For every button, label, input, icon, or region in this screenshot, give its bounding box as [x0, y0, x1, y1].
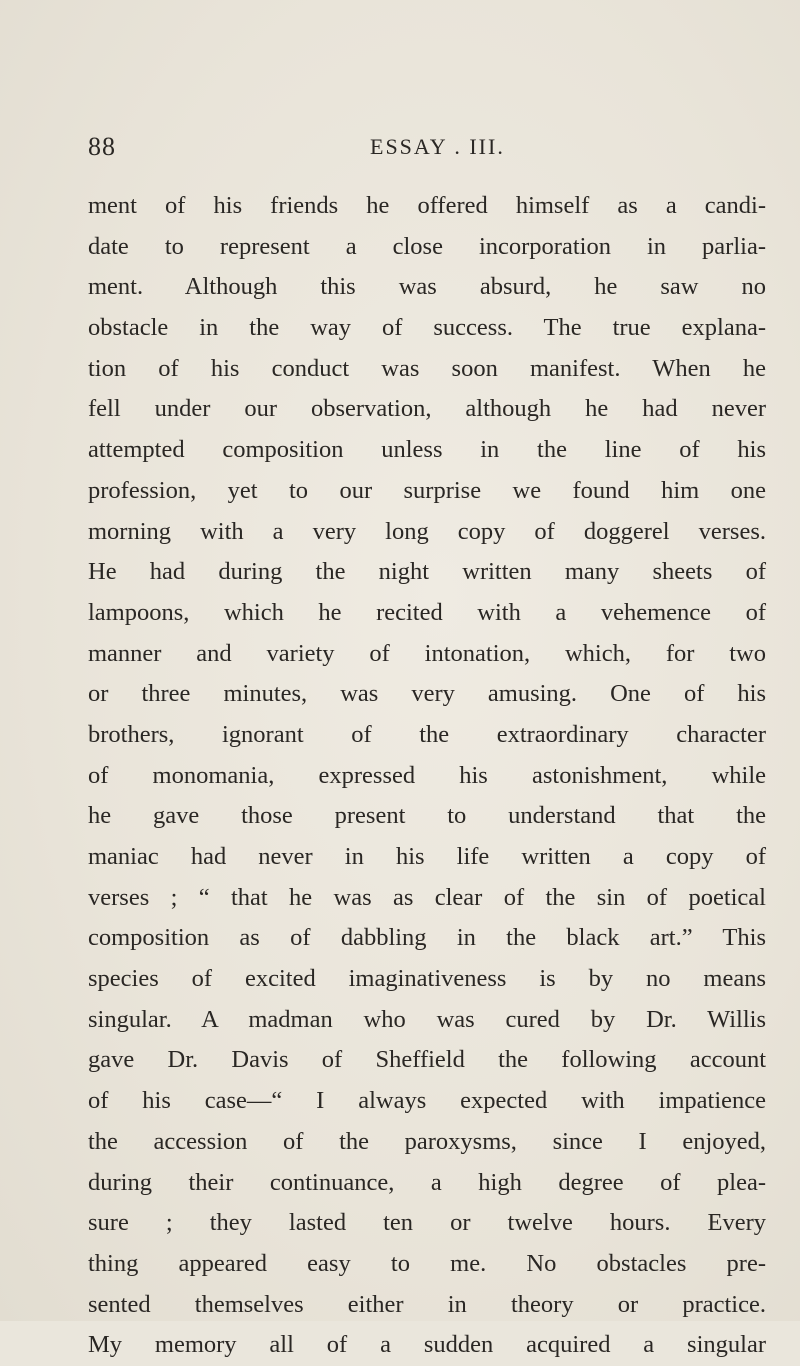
text-line: maniac had never in his life written a copy of: [88, 843, 766, 870]
text-line: composition as of dabbling in the black art.” This: [88, 924, 766, 952]
body-text: [88, 186, 766, 1366]
text-line: species of excited imaginativeness is by no means: [88, 965, 766, 993]
text-line: He had during the night written many sheets of: [88, 558, 766, 586]
text-line: attempted composition unless in the line of his: [88, 436, 766, 464]
text-line: singular. A madman who was cured by Dr. Willis: [88, 1005, 766, 1033]
text-line: lampoons, which he recited with a vehemence of: [88, 598, 766, 626]
text-line: of monomania, expressed his astonishment, while: [88, 761, 766, 789]
text-line: My memory all of a sudden acquired a singular: [88, 1331, 766, 1359]
text-line: gave Dr. Davis of Sheffield the following account: [88, 1046, 766, 1074]
running-head: ESSAY . III.: [370, 134, 505, 159]
text-line: or three minutes, was very amusing. One of his: [88, 680, 766, 708]
page-header: [88, 132, 710, 168]
text-line: fell under our observation, although he had never: [88, 395, 766, 423]
text-line: sented themselves either in theory or practice.: [88, 1290, 766, 1318]
text-line: sure ; they lasted ten or twelve hours. Every: [88, 1209, 766, 1237]
text-line: ment. Although this was absurd, he saw no: [88, 273, 766, 301]
text-line: brothers, ignorant of the extraordinary character: [88, 720, 766, 748]
text-line: profession, yet to our surprise we found him one: [88, 476, 766, 504]
text-line: he gave those present to understand that the: [88, 802, 766, 830]
text-line: the accession of the paroxysms, since I enjoyed,: [88, 1127, 766, 1155]
text-line: obstacle in the way of success. The true explana-: [88, 314, 766, 342]
text-line: morning with a very long copy of doggerel verses.: [88, 517, 766, 545]
text-line: thing appeared easy to me. No obstacles pre-: [88, 1249, 766, 1277]
text-line: tion of his conduct was soon manifest. When he: [88, 354, 766, 382]
text-line: verses ; “ that he was as clear of the sin of poetical: [88, 883, 766, 911]
text-line: manner and variety of intonation, which, for two: [88, 639, 766, 667]
text-line: of his case—“ I always expected with impatience: [88, 1087, 766, 1115]
page-number: 88: [88, 132, 116, 161]
text-line: ment of his friends he offered himself as a candi-: [88, 192, 766, 219]
text-line: date to represent a close incorporation in parlia-: [88, 232, 766, 260]
text-line: during their continuance, a high degree of plea-: [88, 1168, 766, 1196]
